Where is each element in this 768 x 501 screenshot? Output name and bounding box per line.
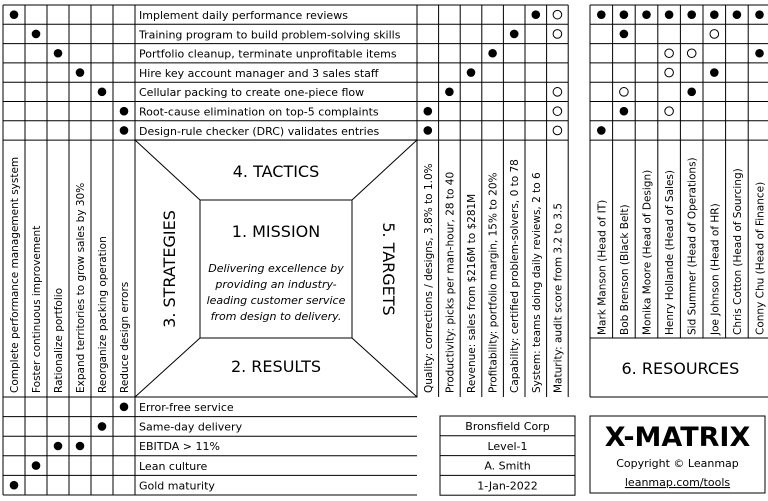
resource-label: Bob Brenson (Black Belt) xyxy=(618,204,631,335)
tactic-target-dot xyxy=(445,88,454,97)
tactic-label: Portfolio cleanup, terminate unprofitable items xyxy=(139,47,397,61)
tactic-target-dot xyxy=(488,49,497,58)
tactic-resource-dot xyxy=(665,107,674,116)
diagonal-line xyxy=(352,140,417,200)
strategy-tactic-dot xyxy=(54,49,63,58)
strategy-label: Complete performance management system xyxy=(9,156,21,393)
mission-text-line: from design to delivery. xyxy=(210,310,342,323)
mission-label: 1. MISSION xyxy=(231,222,321,241)
tactic-resource-dot xyxy=(597,126,606,135)
tactic-target-dot xyxy=(467,68,476,77)
strategy-tactic-dot xyxy=(32,30,41,39)
tactic-resource-dot xyxy=(710,10,719,19)
strategy-result-dot xyxy=(76,442,85,451)
tactic-target-dot xyxy=(424,107,433,116)
target-label: Profitability: portfolio margin, 15% to 20% xyxy=(487,172,500,393)
strategies-label: 3. STRATEGIES xyxy=(160,210,179,328)
resource-label: Joe Johnson (Head of HR) xyxy=(709,203,722,335)
result-label: Error-free service xyxy=(139,401,234,414)
mission-text-line: Delivering excellence by xyxy=(208,262,344,275)
result-label: Gold maturity xyxy=(139,479,215,493)
tactic-resource-dot xyxy=(597,10,606,19)
strategy-label: Reduce design errors xyxy=(119,281,131,393)
tactic-label: Design-rule checker (DRC) validates entries xyxy=(139,124,380,138)
tactic-resource-dot xyxy=(733,10,742,19)
tactic-target-dot xyxy=(553,107,562,116)
strategy-label: Expand territories to grow sales by 30% xyxy=(75,182,87,393)
tactic-resource-dot xyxy=(755,10,764,19)
diagonal-line xyxy=(352,338,417,397)
strategy-tactic-dot xyxy=(10,10,19,19)
tactic-resource-dot xyxy=(642,10,651,19)
resource-label: Mark Manson (Head of IT) xyxy=(596,199,609,335)
resource-label: Chris Cotton (Head of Sourcing) xyxy=(731,168,744,335)
target-label: Revenue: sales from $216M to $281M xyxy=(466,193,478,393)
tactic-label: Cellular packing to create one-piece flow xyxy=(139,86,365,100)
strategy-result-dot xyxy=(32,461,41,470)
info-author: A. Smith xyxy=(484,459,531,473)
target-label: Quality: corrections / designs, 3.8% to 1.0% xyxy=(422,163,435,393)
tactic-target-dot xyxy=(553,88,562,97)
tactic-label: Root-cause elimination on top-5 complaints xyxy=(139,105,379,119)
strategy-label: Reorganize packing operation xyxy=(97,236,109,393)
info-level: Level-1 xyxy=(487,439,528,453)
info-date: 1-Jan-2022 xyxy=(477,479,538,493)
tactic-target-dot xyxy=(553,30,562,39)
tactic-target-dot xyxy=(553,10,562,19)
resource-label: Sid Summer (Head of Operations) xyxy=(686,157,699,335)
target-label: Maturity: audit score from 3.2 to 3.5 xyxy=(552,202,565,393)
strategy-result-dot xyxy=(10,481,19,490)
tactic-resource-dot xyxy=(620,10,629,19)
strategy-tactic-dot xyxy=(98,88,107,97)
tactic-label: Training program to build problem-solving skills xyxy=(139,28,401,42)
tactic-resource-dot xyxy=(620,107,629,116)
strategy-label: Rationalize portfolio xyxy=(53,287,65,393)
results-label: 2. RESULTS xyxy=(230,357,322,376)
resource-label: Henry Hollande (Head of Sales) xyxy=(664,170,677,335)
resources-label: 6. RESOURCES xyxy=(621,359,740,378)
mission-text-line: providing an industry- xyxy=(215,278,337,291)
tactic-target-dot xyxy=(553,126,562,135)
tactic-resource-dot xyxy=(687,49,696,58)
tactic-resource-dot xyxy=(665,49,674,58)
result-label: EBITDA > 11% xyxy=(139,440,220,454)
brand-title: X-MATRIX xyxy=(604,422,751,453)
strategy-result-dot xyxy=(98,422,107,431)
tactic-label: Hire key account manager and 3 sales staff xyxy=(139,66,379,80)
tactic-target-dot xyxy=(532,10,541,19)
strategy-tactic-dot xyxy=(120,107,129,116)
tactic-target-dot xyxy=(510,30,519,39)
diagonal-line xyxy=(135,140,200,200)
tactic-resource-dot xyxy=(620,88,629,97)
target-label: Productivity: picks per man-hour, 28 to 40 xyxy=(444,171,457,393)
tactic-resource-dot xyxy=(665,10,674,19)
strategy-label: Foster continuous improvement xyxy=(31,225,43,393)
brand-copyright: Copyright © Leanmap xyxy=(616,457,739,470)
strategy-result-dot xyxy=(54,442,63,451)
result-label: Same-day delivery xyxy=(139,420,243,434)
mission-text-line: leading customer service xyxy=(206,294,346,307)
result-label: Lean culture xyxy=(139,459,208,473)
tactic-label: Implement daily performance reviews xyxy=(139,9,348,22)
tactic-resource-dot xyxy=(620,30,629,39)
target-label: System: teams doing daily reviews, 2 to 6 xyxy=(530,172,543,393)
tactic-resource-dot xyxy=(687,10,696,19)
tactic-resource-dot xyxy=(687,88,696,97)
resource-label: Monika Moore (Head of Design) xyxy=(641,169,654,335)
tactic-resource-dot xyxy=(710,30,719,39)
info-company: Bronsfield Corp xyxy=(465,420,550,433)
strategy-result-dot xyxy=(120,403,129,412)
resource-label: Conny Chu (Head of Finance) xyxy=(754,181,767,335)
tactic-resource-dot xyxy=(710,68,719,77)
target-label: Capability: certified problem-solvers, 0 to 78 xyxy=(509,159,522,393)
diagonal-line xyxy=(135,338,200,397)
targets-label: 5. TARGETS xyxy=(379,222,398,316)
tactic-resource-dot xyxy=(665,68,674,77)
tactics-label: 4. TACTICS xyxy=(232,162,320,181)
strategy-tactic-dot xyxy=(120,126,129,135)
tactic-target-dot xyxy=(424,126,433,135)
brand-link[interactable]: leanmap.com/tools xyxy=(624,476,731,489)
strategy-tactic-dot xyxy=(76,68,85,77)
tactic-resource-dot xyxy=(755,49,764,58)
